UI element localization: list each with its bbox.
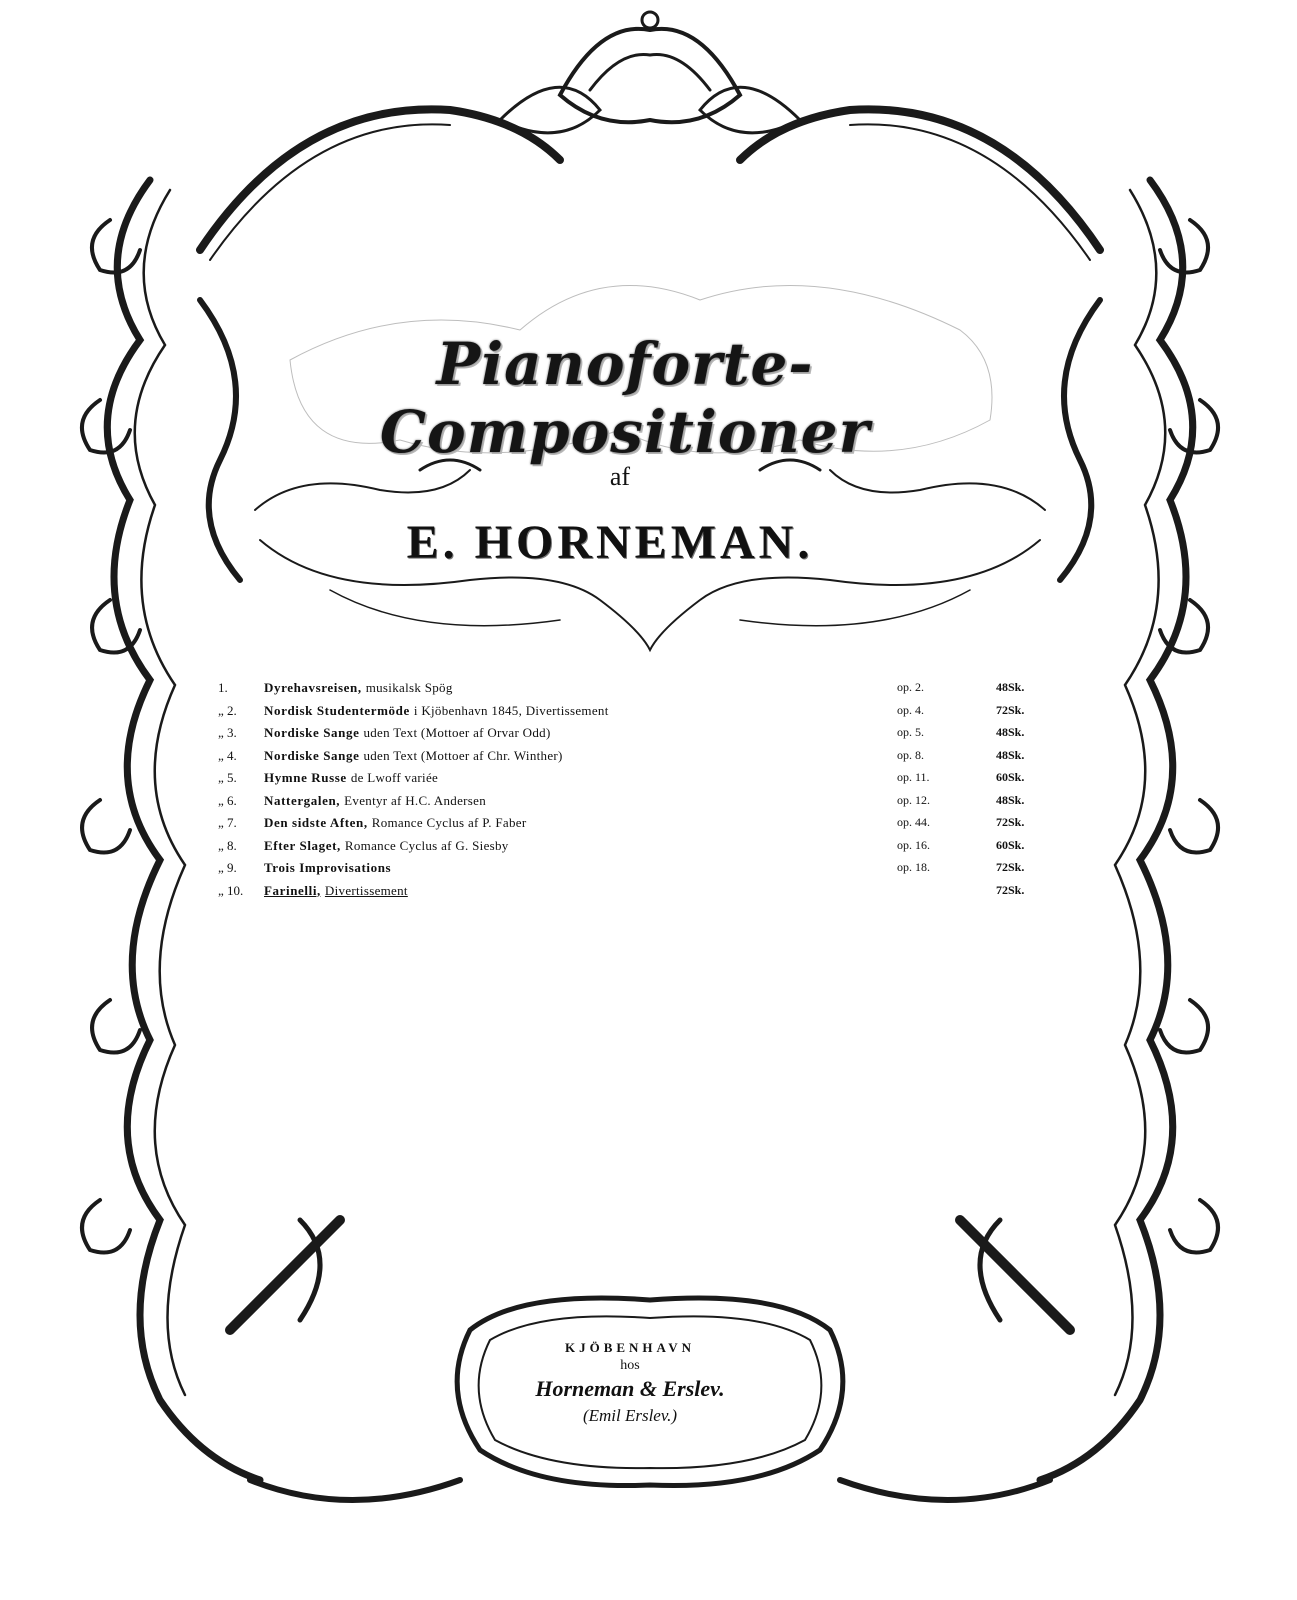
work-item	[214, 770, 1054, 793]
work-title: Trois Improvisations	[264, 860, 392, 875]
composer-name: E. HORNEMAN.	[406, 516, 814, 569]
top-crest-ornament	[500, 12, 800, 133]
work-title: Nattergalen,	[264, 792, 341, 808]
work-price: 60Sk.	[996, 770, 1025, 784]
work-opus: op. 4.	[897, 702, 924, 717]
work-opus: op. 2.	[897, 680, 924, 694]
work-subtitle: Romance Cyclus af P. Faber	[371, 815, 527, 830]
work-price: 48Sk.	[996, 792, 1025, 807]
work-number: „ 2.	[218, 702, 237, 718]
work-subtitle: de Lwoff variée	[350, 770, 439, 785]
work-title: Farinelli,	[264, 882, 321, 898]
work-title: Hymne Russe	[264, 770, 347, 785]
work-number: „ 4.	[218, 747, 237, 763]
work-opus: op. 16.	[897, 837, 930, 852]
works-list	[214, 680, 1054, 905]
work-item	[214, 748, 1054, 771]
work-subtitle: Romance Cyclus af G. Siesby	[344, 837, 509, 853]
work-opus: op. 18.	[897, 860, 930, 874]
work-item	[214, 883, 1054, 906]
right-border-ornament	[1040, 180, 1218, 1480]
work-price: 48Sk.	[996, 747, 1025, 762]
work-subtitle: Eventyr af H.C. Andersen	[344, 792, 487, 808]
publisher-owner: (Emil Erslev.)	[582, 1406, 678, 1425]
work-subtitle: musikalsk Spög	[365, 680, 453, 695]
work-opus: op. 11.	[897, 770, 930, 784]
work-opus: op. 12.	[897, 792, 930, 807]
work-price: 48Sk.	[996, 680, 1025, 694]
work-number: „ 8.	[218, 837, 237, 853]
publisher-block	[490, 1340, 770, 1426]
work-item	[214, 815, 1054, 838]
work-number: „ 7.	[218, 815, 237, 830]
work-title: Efter Slaget,	[264, 837, 341, 853]
work-price: 72Sk.	[996, 815, 1025, 829]
work-title: Dyrehavsreisen,	[264, 680, 362, 695]
work-price: 72Sk.	[996, 882, 1025, 897]
work-opus: op. 8.	[897, 747, 924, 762]
work-subtitle: Divertissement	[324, 882, 408, 898]
publisher-hos: hos	[620, 1358, 640, 1373]
work-item	[214, 860, 1054, 883]
work-title: Nordiske Sange	[264, 747, 360, 763]
work-opus: op. 5.	[897, 725, 924, 739]
work-title: Den sidste Aften,	[264, 815, 368, 830]
top-ribbon	[200, 109, 1100, 250]
work-subtitle: i Kjöbenhavn 1845, Divertissement	[413, 702, 609, 718]
work-item	[214, 680, 1054, 703]
work-item	[214, 725, 1054, 748]
work-subtitle: uden Text (Mottoer af Chr. Winther)	[363, 747, 563, 763]
work-number: „ 5.	[218, 770, 237, 785]
work-title: Nordisk Studentermöde	[264, 702, 410, 718]
work-opus: op. 44.	[897, 815, 930, 829]
work-item	[214, 838, 1054, 861]
work-price: 60Sk.	[996, 837, 1025, 852]
work-number: „ 9.	[218, 860, 237, 875]
publisher-firm: Horneman & Erslev.	[535, 1376, 725, 1401]
work-number: „ 6.	[218, 792, 237, 808]
work-price: 48Sk.	[996, 725, 1025, 739]
by-label: af	[609, 462, 631, 491]
work-number: „ 3.	[218, 725, 237, 740]
work-item	[214, 703, 1054, 726]
work-subtitle: uden Text (Mottoer af Orvar Odd)	[363, 725, 551, 740]
publisher-city: KJÖBENHAVN	[564, 1340, 696, 1355]
work-price: 72Sk.	[996, 702, 1025, 717]
work-number: „ 10.	[218, 882, 244, 898]
work-price: 72Sk.	[996, 860, 1025, 874]
page-title: Pianoforte-Compositioner	[379, 330, 871, 466]
work-item	[214, 793, 1054, 816]
work-number: 1.	[218, 680, 228, 695]
work-title: Nordiske Sange	[264, 725, 360, 740]
